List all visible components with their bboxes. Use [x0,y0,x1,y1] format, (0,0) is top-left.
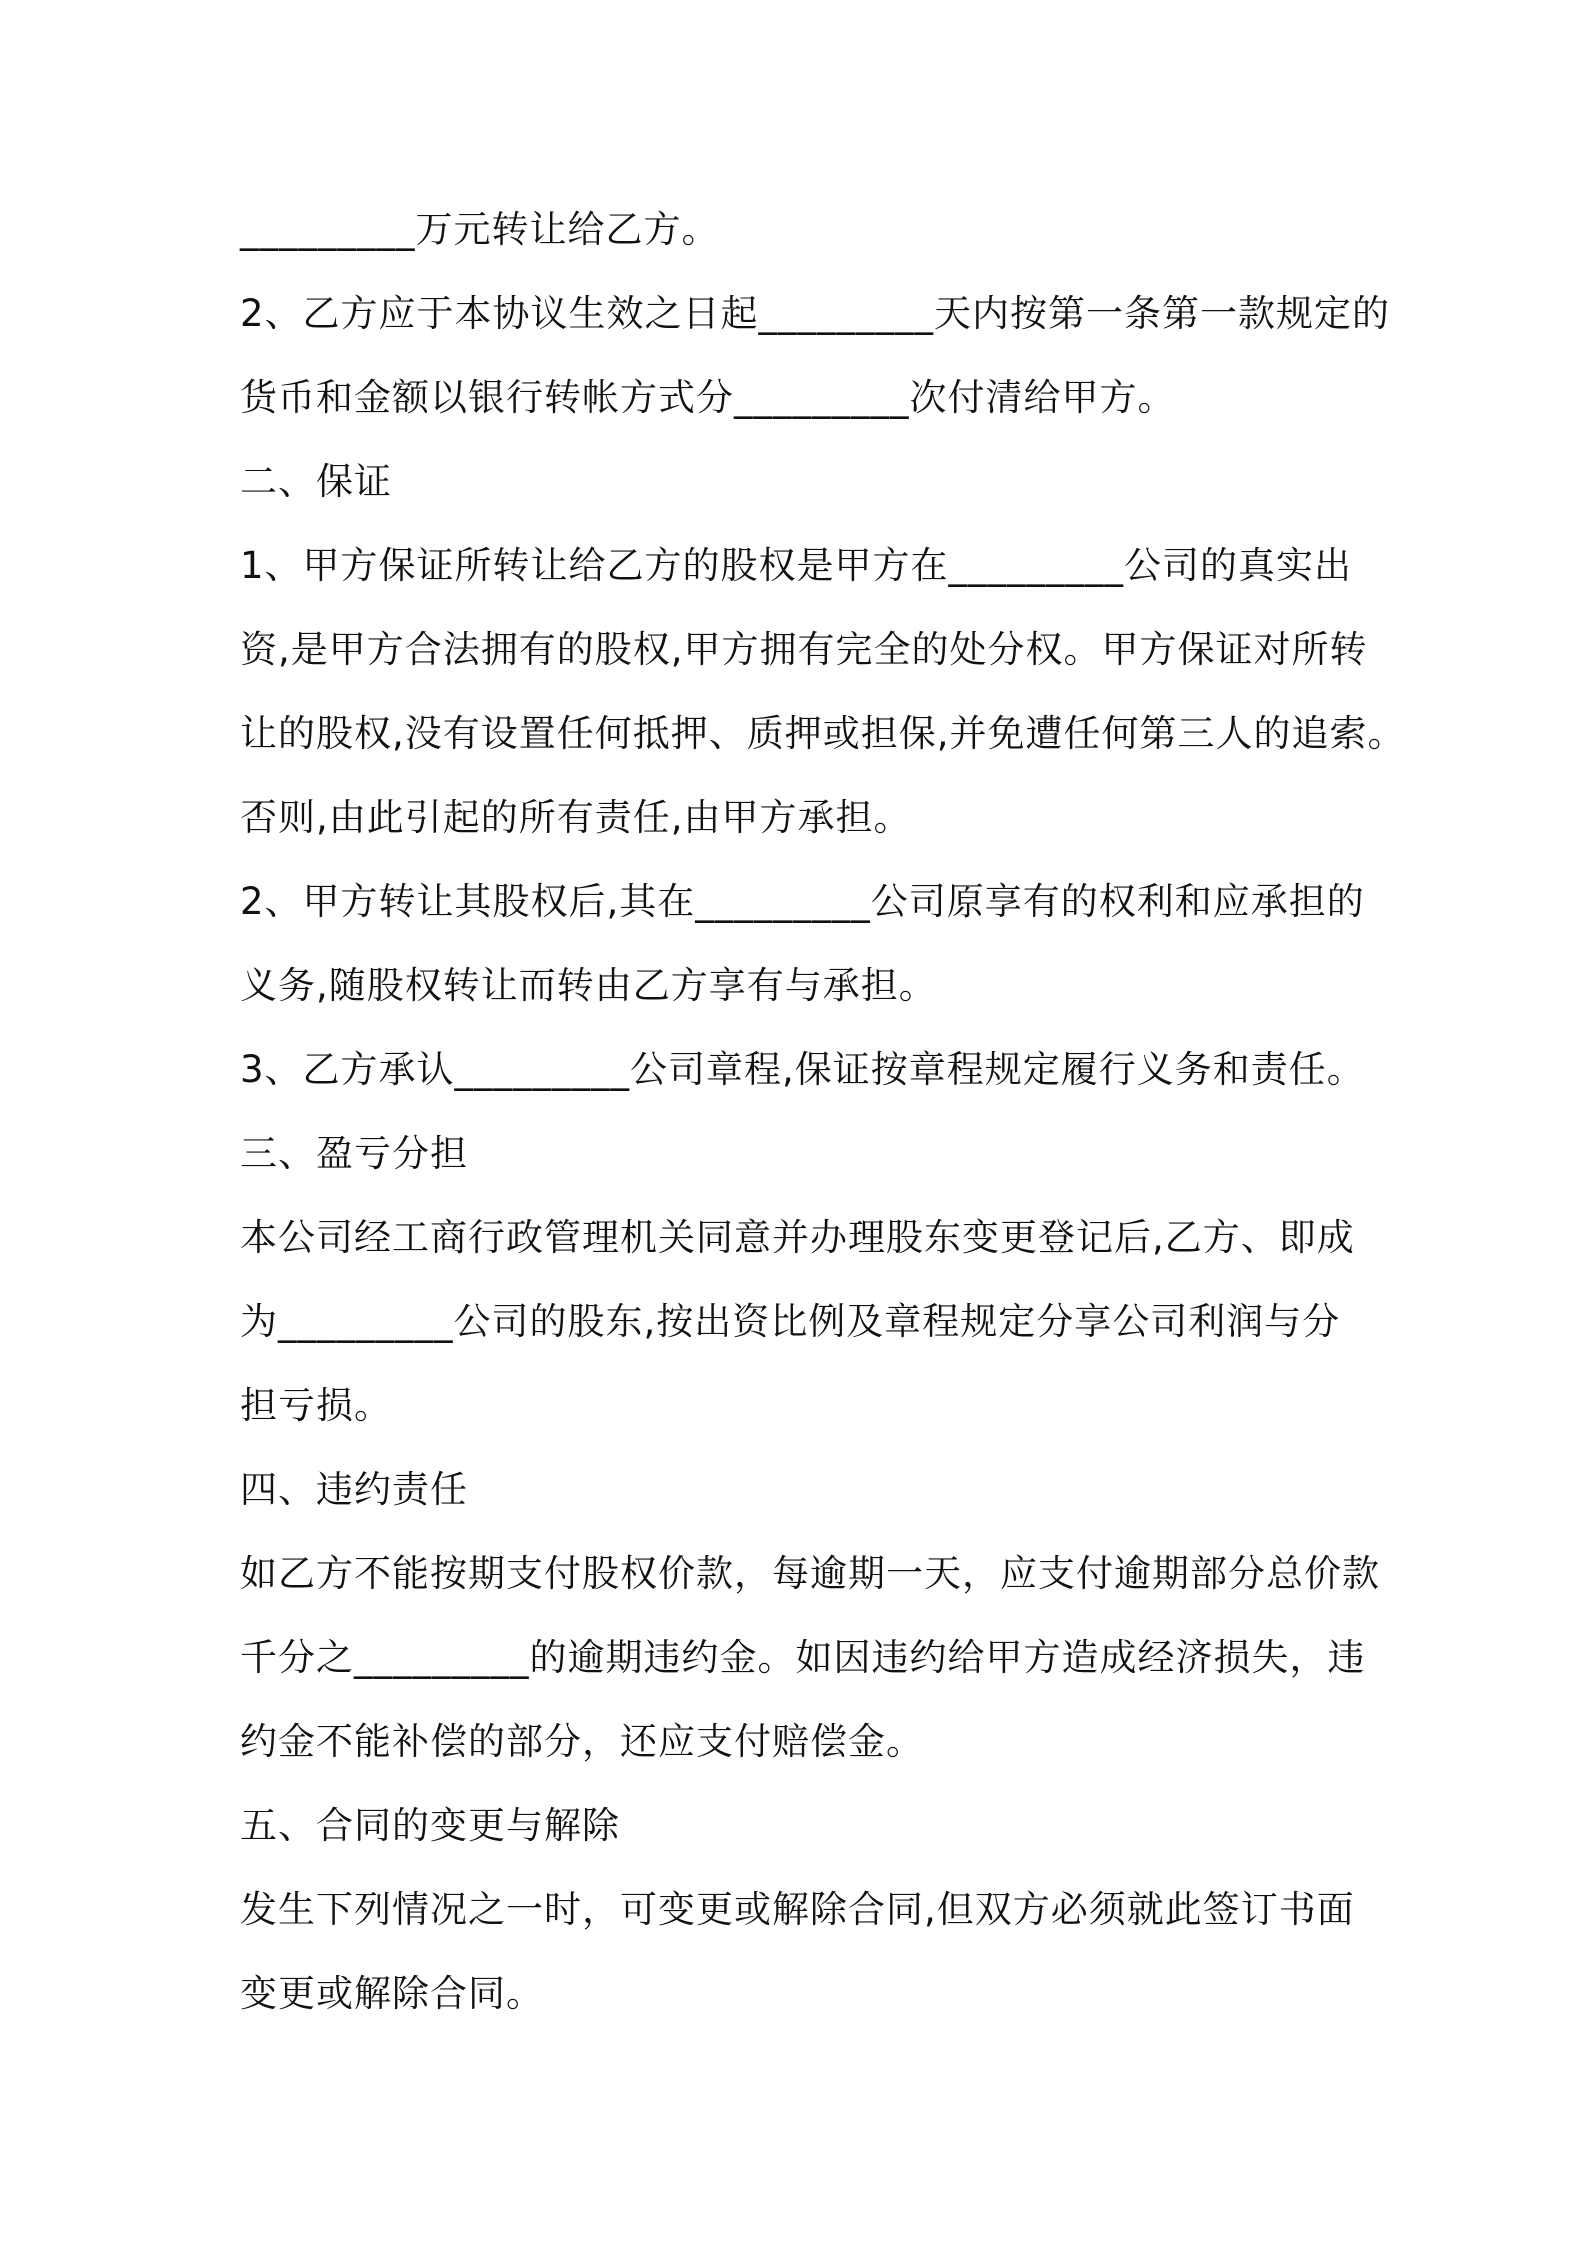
text-line-transfer-amount: _________万元转让给乙方。 [240,208,720,251]
section-heading-guarantee: 二、保证 [240,460,392,503]
text-line-breach-b: 千分之_________的逾期违约金。如因违约给甲方造成经济损失，违 [240,1636,1366,1679]
text-line-amendment-a: 发生下列情况之一时，可变更或解除合同,但双方必须就此签订书面 [240,1888,1355,1931]
text-line-profit-loss-c: 担亏损。 [240,1384,392,1427]
text-line-profit-loss-a: 本公司经工商行政管理机关同意并办理股东变更登记后,乙方、即成 [240,1216,1355,1259]
section-heading-breach: 四、违约责任 [240,1468,468,1511]
text-line-breach-c: 约金不能补偿的部分，还应支付赔偿金。 [240,1720,924,1763]
section-heading-profit-loss: 三、盈亏分担 [240,1132,468,1175]
text-line-guarantee-1a: 1、甲方保证所转让给乙方的股权是甲方在_________公司的真实出 [240,544,1353,587]
text-line-guarantee-1d: 否则,由此引起的所有责任,由甲方承担。 [240,796,912,839]
text-line-guarantee-1c: 让的股权,没有设置任何抵押、质押或担保,并免遭任何第三人的追索。 [240,712,1406,755]
document-body [240,188,1406,2036]
text-line-payment-term: 2、乙方应于本协议生效之日起_________天内按第一条第一款规定的 [240,292,1391,335]
text-line-breach-a: 如乙方不能按期支付股权价款，每逾期一天，应支付逾期部分总价款 [240,1552,1380,1595]
section-heading-amendment: 五、合同的变更与解除 [240,1804,620,1847]
text-line-amendment-b: 变更或解除合同。 [240,1972,544,2015]
text-line-guarantee-1b: 资,是甲方合法拥有的股权,甲方拥有完全的处分权。甲方保证对所转 [240,628,1368,671]
text-line-guarantee-2a: 2、甲方转让其股权后,其在_________公司原享有的权利和应承担的 [240,880,1365,923]
text-line-payment-method: 货币和金额以银行转帐方式分_________次付清给甲方。 [240,376,1176,419]
text-line-profit-loss-b: 为_________公司的股东,按出资比例及章程规定分享公司利润与分 [240,1300,1341,1343]
text-line-guarantee-3: 3、乙方承认_________公司章程,保证按章程规定履行义务和责任。 [240,1048,1365,1091]
text-line-guarantee-2b: 义务,随股权转让而转由乙方享有与承担。 [240,964,937,1007]
